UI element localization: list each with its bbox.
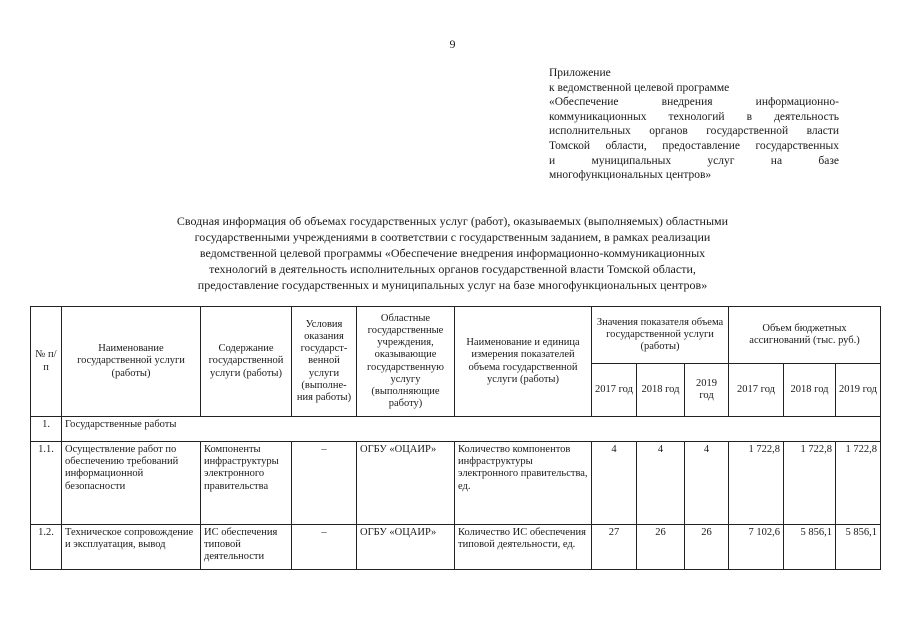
- header-budget-year: 2019 год: [836, 364, 881, 417]
- section-row: [31, 417, 881, 442]
- row-budget-2017: 1 722,8: [729, 442, 784, 525]
- row-content: Компоненты инфраструктуры электронного правительства: [201, 442, 292, 525]
- row-service-name: Осуществление работ по обеспечению требований информационной безопасности: [62, 442, 201, 525]
- appendix-note: [549, 66, 839, 183]
- row-budget-2017: 7 102,6: [729, 525, 784, 570]
- services-table: [30, 306, 881, 570]
- row-volume-2017: 4: [592, 442, 637, 525]
- title-line: предоставление государственных и муниципальных услуг на базе многофункциональных центров»: [197, 278, 708, 292]
- header-row: [31, 307, 881, 364]
- row-institution: ОГБУ «ОЦАИР»: [357, 442, 455, 525]
- section-num: 1.: [31, 417, 62, 442]
- header-volume-year: 2017 год: [592, 364, 637, 417]
- header-indicator: Наименование и единица измерения показателей объема государственной услуги (работы): [455, 307, 592, 417]
- row-conditions: –: [292, 442, 357, 525]
- page-number: 9: [449, 37, 456, 51]
- row-volume-2017: 27: [592, 525, 637, 570]
- row-service-name: Техническое сопровождение и эксплуатация, вывод: [62, 525, 201, 570]
- table-row: [31, 525, 881, 570]
- row-indicator: Количество компонентов инфраструктуры электронного правительства, ед.: [455, 442, 592, 525]
- appendix-line: Приложение: [549, 67, 611, 79]
- section-label: Государственные работы: [62, 417, 881, 442]
- appendix-line: исполнительных органов государственной власти: [549, 125, 839, 138]
- title-line: Сводная информация об объемах государственных услуг (работ), оказываемых (выполняемых) областными: [176, 214, 729, 228]
- appendix-line: и муниципальных услуг на базе: [549, 154, 839, 167]
- row-indicator: Количество ИС обеспечения типовой деятельности, ед.: [455, 525, 592, 570]
- header-budget-year: 2018 год: [784, 364, 836, 417]
- header-budget-group: Объем бюджетных ассигнований (тыс. руб.): [729, 307, 881, 364]
- appendix-line: «Обеспечение внедрения информационно-: [549, 96, 839, 109]
- document-title: [90, 213, 815, 293]
- appendix-line: Томской области, предоставление государственных: [549, 139, 839, 152]
- appendix-line: коммуникационных технологий в деятельность: [549, 110, 839, 123]
- row-num: 1.1.: [31, 442, 62, 525]
- row-conditions: –: [292, 525, 357, 570]
- header-volume-year: 2018 год: [637, 364, 685, 417]
- row-content: ИС обеспечения типовой деятельности: [201, 525, 292, 570]
- header-content: Содержание государственной услуги (работы): [201, 307, 292, 417]
- row-budget-2018: 5 856,1: [784, 525, 836, 570]
- appendix-line: к ведомственной целевой программе: [549, 81, 730, 94]
- header-budget-year: 2017 год: [729, 364, 784, 417]
- header-volume-year: 2019 год: [685, 364, 729, 417]
- row-volume-2019: 26: [685, 525, 729, 570]
- row-volume-2018: 4: [637, 442, 685, 525]
- row-num: 1.2.: [31, 525, 62, 570]
- header-conditions: Условия оказания государст- венной услуги (выполне- ния работы): [292, 307, 357, 417]
- row-volume-2018: 26: [637, 525, 685, 570]
- row-budget-2019: 5 856,1: [836, 525, 881, 570]
- header-institution: Областные государственные учреждения, оказывающие государственную услугу (выполняющие работу): [357, 307, 455, 417]
- row-budget-2018: 1 722,8: [784, 442, 836, 525]
- table-row: [31, 442, 881, 525]
- title-line: технологий в деятельность исполнительных органов государственной власти Томской области,: [209, 262, 696, 276]
- row-volume-2019: 4: [685, 442, 729, 525]
- row-institution: ОГБУ «ОЦАИР»: [357, 525, 455, 570]
- title-line: государственными учреждениями в соответствии с государственным заданием, в рамках реализации: [194, 230, 711, 244]
- title-line: ведомственной целевой программы «Обеспечение внедрения информационно-коммуникационных: [199, 246, 706, 260]
- row-budget-2019: 1 722,8: [836, 442, 881, 525]
- header-num: № п/п: [31, 307, 62, 417]
- header-service-name: Наименование государственной услуги (работы): [62, 307, 201, 417]
- header-volume-group: Значения показателя объема государственной услуги (работы): [592, 307, 729, 364]
- appendix-line: многофункциональных центров»: [549, 169, 712, 182]
